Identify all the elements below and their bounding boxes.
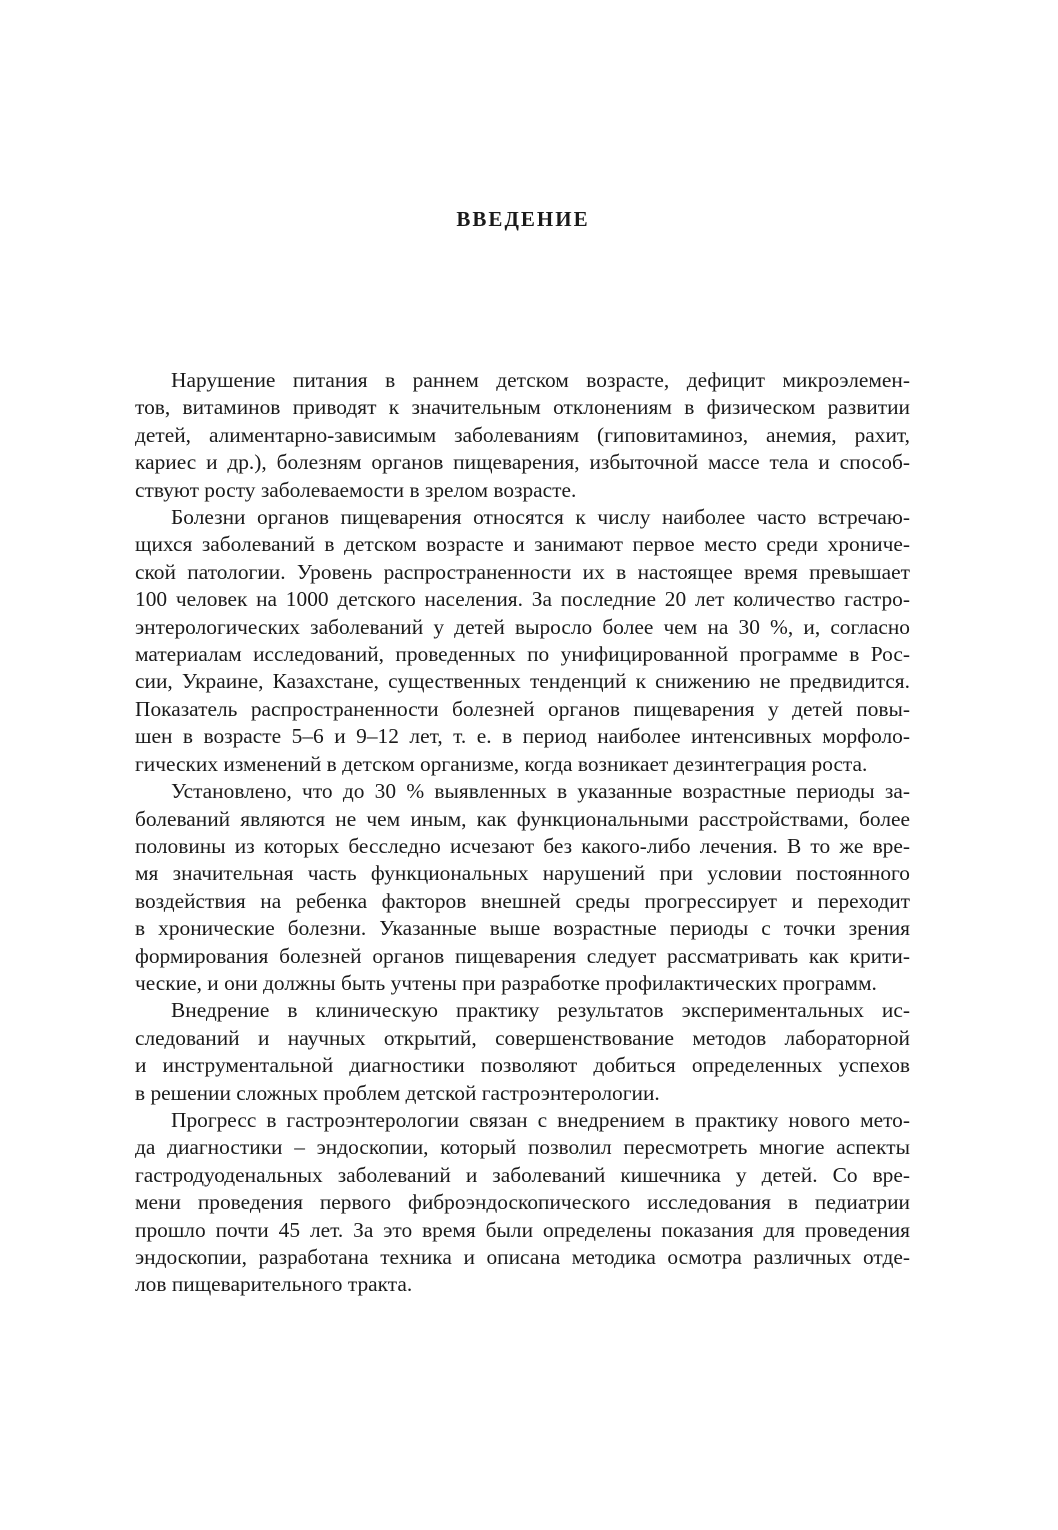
text-line: да диагностики – эндоскопии, который позволил пересмотреть многие аспекты <box>135 1135 910 1160</box>
text-line: материалам исследований, проведенных по унифицированной программе в Рос- <box>135 642 910 667</box>
text-line: гастродуоденальных заболеваний и заболеваний кишечника у детей. Со вре- <box>135 1162 910 1187</box>
text-line: детей, алиментарно-зависимым заболеваниям (гиповитаминоз, анемия, рахит, <box>135 422 910 447</box>
paragraph-4 <box>135 997 910 1107</box>
text-line: в решении сложных проблем детской гастроэнтерологии. <box>135 1080 660 1105</box>
text-line: мя значительная часть функциональных нарушений при условии постоянного <box>135 861 910 886</box>
text-line: болеваний являются не чем иным, как функциональными расстройствами, более <box>135 806 910 831</box>
text-line: мени проведения первого фиброэндоскопического исследования в педиатрии <box>135 1190 910 1215</box>
text-line: лов пищеварительного тракта. <box>135 1272 413 1297</box>
page-title: ВВЕДЕНИЕ <box>456 207 590 231</box>
text-line: половины из которых бесследно исчезают без какого-либо лечения. В то же вре- <box>135 833 910 858</box>
body-text <box>135 367 910 1299</box>
text-line: тов, витаминов приводят к значительным отклонениям в физическом развитии <box>135 395 910 420</box>
text-line: гических изменений в детском организме, когда возникает дезинтеграция роста. <box>135 751 868 776</box>
text-line: сии, Украине, Казахстане, существенных тенденций к снижению не предвидится. <box>135 669 910 694</box>
text-line: и инструментальной диагностики позволяют добиться определенных успехов <box>135 1053 910 1078</box>
text-line: эндоскопии, разработана техника и описана методика осмотра различных отде- <box>135 1245 910 1269</box>
text-line: кариес и др.), болезням органов пищеварения, избыточной массе тела и способ- <box>135 450 910 475</box>
text-line: следований и научных открытий, совершенствование методов лабораторной <box>135 1025 910 1050</box>
text-line: энтерологических заболеваний у детей выросло более чем на 30 %, и, согласно <box>135 614 910 639</box>
paragraph-3 <box>135 778 910 997</box>
text-line: Нарушение питания в раннем детском возрасте, дефицит микроэлемен- <box>171 368 910 392</box>
text-line: в хронические болезни. Указанные выше возрастные периоды с точки зрения <box>135 916 910 941</box>
text-line: формирования болезней органов пищеварения следует рассматривать как крити- <box>135 943 910 968</box>
paragraph-5 <box>135 1107 910 1299</box>
text-line: 100 человек на 1000 детского населения. За последние 20 лет количество гастро- <box>135 587 910 612</box>
text-line: Болезни органов пищеварения относятся к числу наиболее часто встречаю- <box>171 505 910 530</box>
text-line: ской патологии. Уровень распространенности их в настоящее время превышает <box>135 559 910 584</box>
text-line: Прогресс в гастроэнтерологии связан с внедрением в практику нового мето- <box>171 1107 910 1132</box>
text-line: Внедрение в клиническую практику результатов экспериментальных ис- <box>171 998 910 1023</box>
text-line: прошло почти 45 лет. За это время были определены показания для проведения <box>135 1217 910 1242</box>
paragraph-1 <box>135 367 910 504</box>
text-line: Установлено, что до 30 % выявленных в указанные возрастные периоды за- <box>171 779 910 804</box>
text-line: ческие, и они должны быть учтены при разработке профилактических программ. <box>135 970 877 995</box>
text-line: Показатель распространенности болезней органов пищеварения у детей повы- <box>135 696 910 721</box>
paragraph-2 <box>135 504 910 778</box>
text-line: шен в возрасте 5–6 и 9–12 лет, т. е. в период наиболее интенсивных морфоло- <box>135 724 910 749</box>
text-line: щихся заболеваний в детском возрасте и занимают первое место среди хрониче- <box>135 532 910 557</box>
text-line: воздействия на ребенка факторов внешней среды прогрессирует и переходит <box>135 888 910 913</box>
text-line: ствуют росту заболеваемости в зрелом возрасте. <box>135 477 577 502</box>
